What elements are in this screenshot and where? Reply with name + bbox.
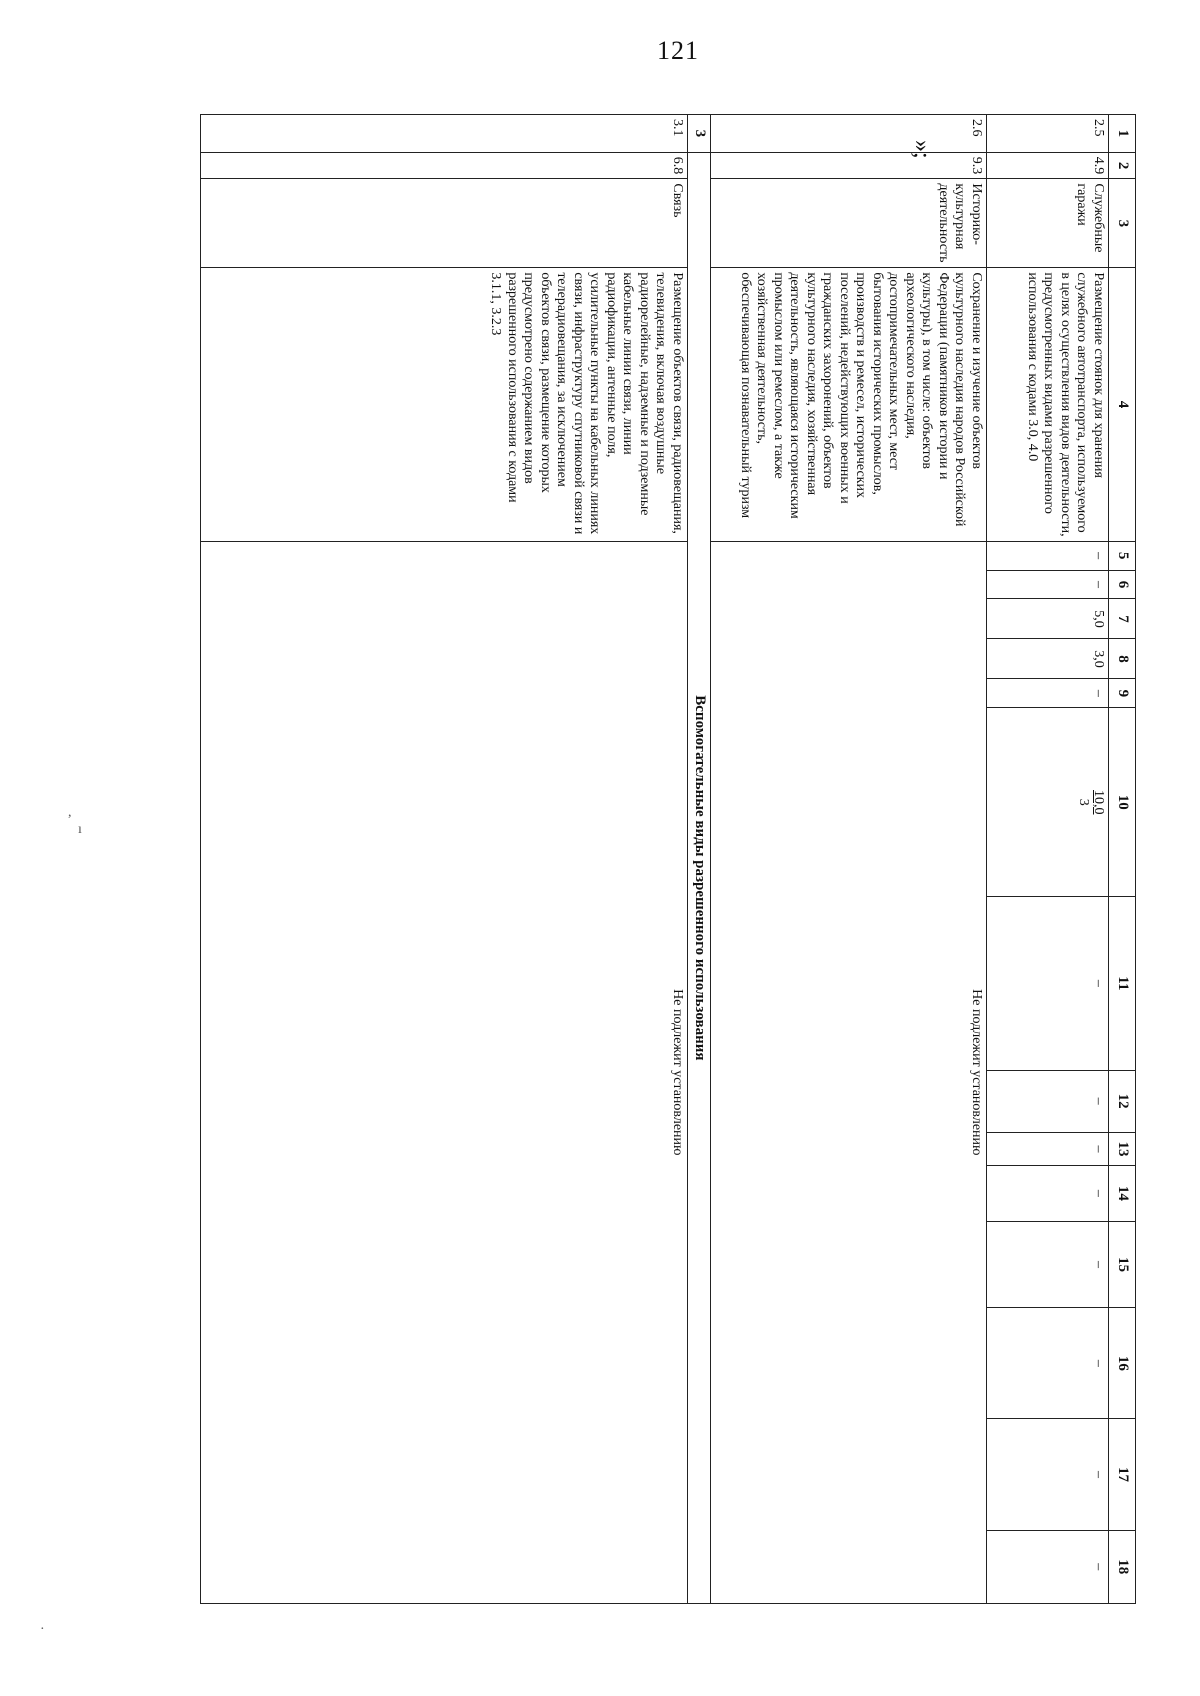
header-row bbox=[1109, 115, 1136, 1604]
code-cell: 6.8 bbox=[201, 152, 688, 179]
row-number: 2.5 bbox=[987, 115, 1109, 153]
section-number: 3 bbox=[688, 115, 711, 153]
section-row bbox=[688, 115, 711, 1604]
value-cell: 5,0 bbox=[987, 599, 1109, 639]
scan-mark: , bbox=[68, 805, 72, 820]
merged-not-established-cell: Не подлежит установлению bbox=[711, 541, 987, 1603]
use-name-cell: Историко-культурная деятельность bbox=[711, 179, 987, 268]
scan-mark: ı bbox=[78, 822, 82, 837]
value-cell: – bbox=[987, 1221, 1109, 1308]
value-cell: – bbox=[987, 1132, 1109, 1165]
table-row bbox=[987, 115, 1109, 1604]
row-number: 2.6 bbox=[711, 115, 987, 153]
header-cell: 17 bbox=[1109, 1419, 1136, 1530]
value-cell: – bbox=[987, 1166, 1109, 1222]
value-cell: – bbox=[987, 541, 1109, 570]
value-cell: – bbox=[987, 1070, 1109, 1132]
header-cell: 6 bbox=[1109, 570, 1136, 599]
header-cell: 13 bbox=[1109, 1132, 1136, 1165]
header-cell: 11 bbox=[1109, 897, 1136, 1070]
value-cell: – bbox=[987, 1530, 1109, 1603]
header-cell: 4 bbox=[1109, 268, 1136, 541]
table-row bbox=[711, 115, 987, 1604]
row-number: 3.1 bbox=[201, 115, 688, 153]
header-cell: 3 bbox=[1109, 179, 1136, 268]
value-cell: – bbox=[987, 570, 1109, 599]
value-cell: – bbox=[987, 897, 1109, 1070]
merged-not-established-cell: Не подлежит установлению bbox=[201, 541, 688, 1603]
zoning-table bbox=[200, 114, 1136, 1604]
value-cell: – bbox=[987, 1419, 1109, 1530]
header-cell: 2 bbox=[1109, 152, 1136, 179]
use-name-cell: Служебные гаражи bbox=[987, 179, 1109, 268]
header-cell: 18 bbox=[1109, 1530, 1136, 1603]
header-cell: 1 bbox=[1109, 115, 1136, 153]
header-cell: 14 bbox=[1109, 1166, 1136, 1222]
use-description-cell: Размещение объектов связи, радиовещания, телевидения, включая воздушные радиорелейные, надземные и подземные кабельные линии связи, линии радиофикации, антенные поля, усилительные пункты на кабельных линиях связи, инфраструктуру спутниковой связи и телерадиовещания, за исключением объектов связи, размещение которых предусмотрено содержанием видов разрешенного использования с кодами 3.1.1, 3.2.3 bbox=[201, 268, 688, 541]
header-cell: 12 bbox=[1109, 1070, 1136, 1132]
use-description-cell: Размещение стоянок для хранения служебного автотранспорта, используемого в целях осуществления видов деятельности, предусмотренных видами разрешенного использования с кодами 3.0, 4.0 bbox=[987, 268, 1109, 541]
header-cell: 9 bbox=[1109, 679, 1136, 708]
value-cell: – bbox=[987, 679, 1109, 708]
scan-mark: · bbox=[40, 1622, 45, 1637]
value-cell: 3,0 bbox=[987, 639, 1109, 679]
rotated-table-frame bbox=[200, 114, 1136, 1604]
use-description-cell: Сохранение и изучение объектов культурного наследия народов Российской Федерации (памятников истории и культуры), в том числе: объектов археологического наследия, достопримечательных мест, мест бытования исторических промыслов, производств и ремесел, исторических поселений, недействующих военных и гражданских захоронений, объектов культурного наследия, хозяйственная деятельность, являющаяся историческим промыслом или ремеслом, а также хозяйственная деятельность, обеспечивающая познавательный туризм bbox=[711, 268, 987, 541]
fraction-denominator: 3 bbox=[1075, 798, 1091, 806]
code-cell: 9.3 bbox=[711, 152, 987, 179]
fraction bbox=[1075, 790, 1106, 815]
code-cell: 4.9 bbox=[987, 152, 1109, 179]
value-cell: – bbox=[987, 1308, 1109, 1419]
fraction-cell bbox=[987, 708, 1109, 897]
use-name-cell: Связь bbox=[201, 179, 688, 268]
header-cell: 5 bbox=[1109, 541, 1136, 570]
page-number: 121 bbox=[657, 36, 699, 65]
header-cell: 15 bbox=[1109, 1221, 1136, 1308]
table-row bbox=[201, 115, 688, 1604]
fraction-numerator: 10,0 bbox=[1091, 790, 1106, 815]
header-cell: 8 bbox=[1109, 639, 1136, 679]
closing-quote-mark: »; bbox=[909, 140, 935, 159]
section-title: Вспомогательные виды разрешенного использования bbox=[688, 152, 711, 1603]
header-cell: 16 bbox=[1109, 1308, 1136, 1419]
header-cell: 7 bbox=[1109, 599, 1136, 639]
header-cell: 10 bbox=[1109, 708, 1136, 897]
